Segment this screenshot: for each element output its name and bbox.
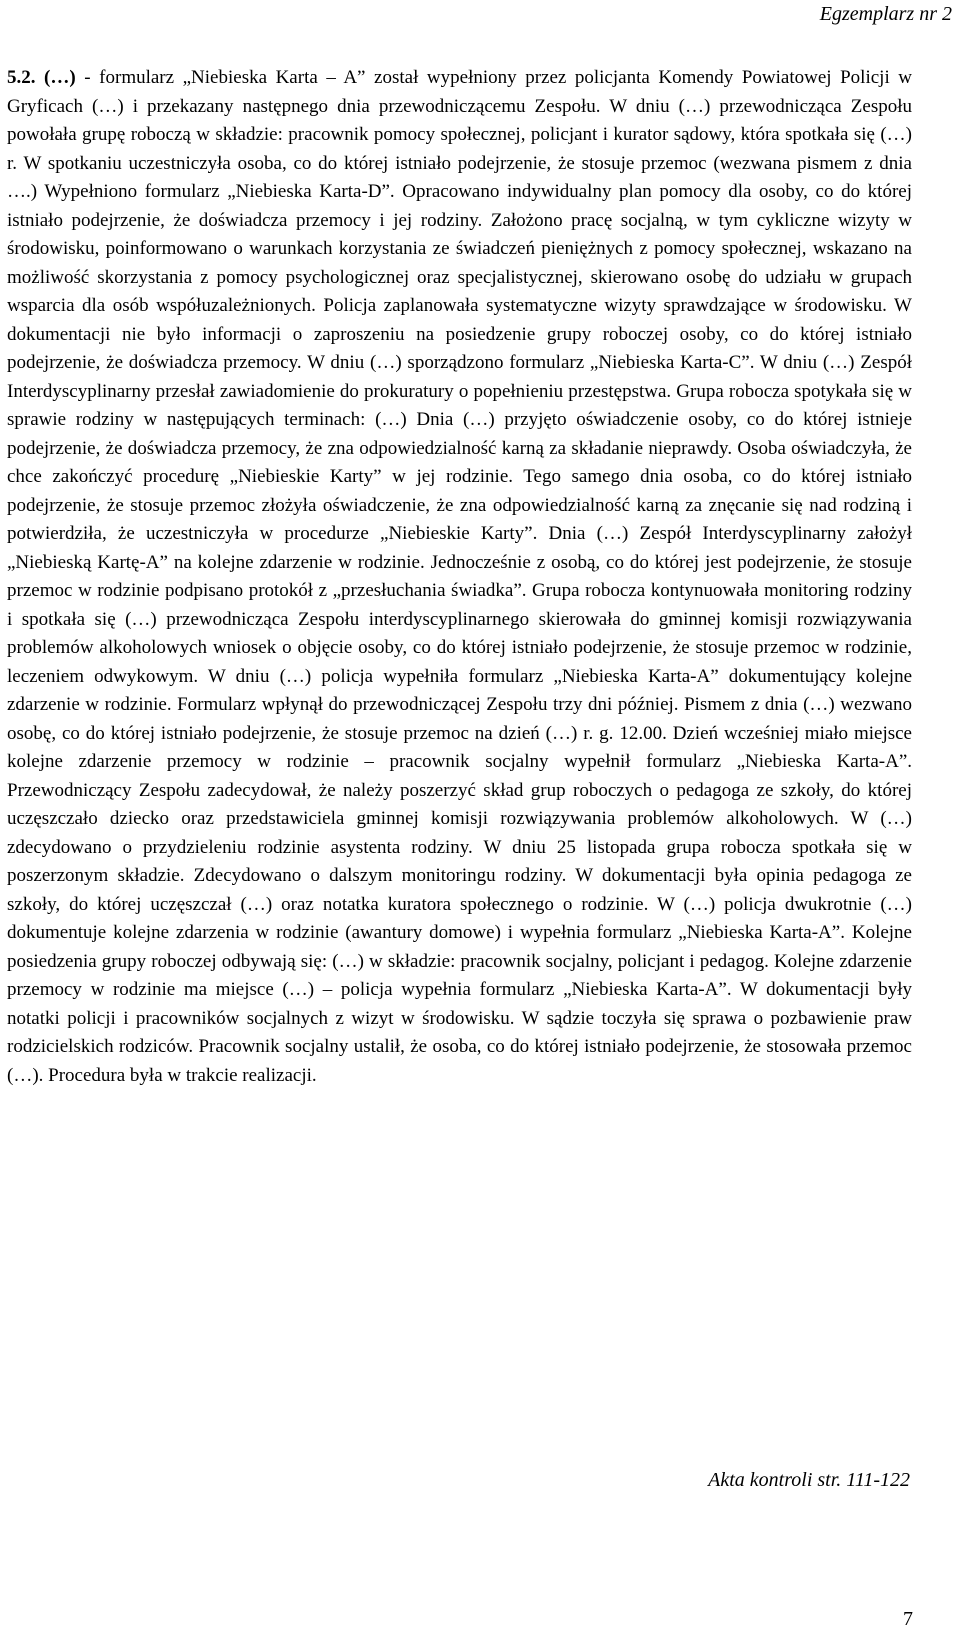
section-text: - formularz „Niebieska Karta – A” został wypełniony przez policjanta Komendy Powiatowej Policji w Gryficach (…) i przekazany następnego dnia przewodniczącemu Zespołu. W dniu (…) przewodnicząca Zespołu powołała grupę roboczą w składzie: pracownik pomocy społecznej, policjant i kurator sądowy, która spotkała się (…) r. W spotkaniu uczestniczyła osoba, co do której istniało podejrzenie, że stosuje przemoc (wezwana pismem z dnia ….) Wypełniono formularz „Niebieska Karta-D”. Opracowano indywidualny plan pomocy dla osoby, co do której istniało podejrzenie, że doświadcza przemocy i jej rodziny. Założono pracę socjalną, w tym cykliczne wizyty w środowisku, poinformowano o warunkach korzystania ze świadczeń pieniężnych z pomocy społecznej, wskazano na możliwość skorzystania z pomocy psychologicznej oraz specjalistycznej, skierowano osobę do udziału w grupach wsparcia dla osób współuzależnionych. Policja zaplanowała systematyczne wizyty sprawdzające w środowisku. W dokumentacji nie było informacji o zaproszeniu na posiedzenie grupy roboczej osoby, co do której istniało podejrzenie, że doświadcza przemocy. W dniu (…) sporządzono formularz „Niebieska Karta-C”. W dniu (…) Zespół Interdyscyplinarny przesłał zawiadomienie do prokuratury o popełnieniu przestępstwa. Grupa robocza spotykała się w sprawie rodziny w następujących terminach: (…) Dnia (…) przyjęto oświadczenie osoby, co do której istnieje podejrzenie, że doświadcza przemocy, że zna odpowiedzialność karną za składanie nieprawdy. Osoba oświadczyła, że chce zakończyć procedurę „Niebieskie Karty” w jej rodzinie. Tego samego dnia osoba, co do której istniało podejrzenie, że stosuje przemoc złożyła oświadczenie, że zna odpowiedzialność karną za znęcanie się nad rodziną i potwierdziła, że uczestniczyła w procedurze „Niebieskie Karty”. Dnia (…) Zespół Interdyscyplinarny założył „Niebieską Kartę-A” na kolejne zdarzenie w rodzinie. Jednocześnie z osobą, co do której jest podejrzenie, że stosuje przemoc w rodzinie podpisano protokół z „przesłuchania świadka”. Grupa robocza kontynuowała monitoring rodziny i spotkała się (…) przewodnicząca Zespołu interdyscyplinarnego skierowała do gminnej komisji rozwiązywania problemów alkoholowych wniosek o objęcie osoby, co do której istniało podejrzenie, że stosuje przemoc w rodzinie, leczeniem odwykowym. W dniu (…) policja wypełniła formularz „Niebieska Karta-A” dokumentujący kolejne zdarzenie w rodzinie. Formularz wpłynął do przewodniczącej Zespołu trzy dni później. Pismem z dnia (…) wezwano osobę, co do której istniało podejrzenie, że stosuje przemoc na dzień (…) r. g. 12.00. Dzień wcześniej miało miejsce kolejne zdarzenie przemocy w rodzinie – pracownik socjalny wypełnił formularz „Niebieska Karta-A”. Przewodniczący Zespołu zadecydował, że należy poszerzyć skład grup roboczych o pedagoga ze szkoły, do której uczęszczało dziecko oraz przedstawiciela gminnej komisji rozwiązywania problemów alkoholowych. W (…) zdecydowano o przydzieleniu rodzinie asystenta rodziny. W dniu 25 listopada grupa robocza spotkała się w poszerzonym składzie. Zdecydowano o dalszym monitoringu rodziny. W dokumentacji była opinia pedagoga ze szkoły, do której uczęszczał (…) oraz notatka kuratora społecznego o rodzinie. W (…) policja dwukrotnie (…) dokumentuje kolejne zdarzenia w rodzinie (awantury domowe) i wypełnia formularz „Niebieska Karta-A”. Kolejne posiedzenia grupy roboczej odbywają się: (…) w składzie: pracownik socjalny, policjant i pedagog. Kolejne zdarzenie przemocy w rodzinie ma miejsce (…) – policja wypełnia formularz „Niebieska Karta-A”. W dokumentacji były notatki policji i pracowników socjalnych z wizyt w środowisku. W sądzie toczyła się sprawa o pozbawienie praw rodzicielskich rodziców. Pracownik socjalny ustalił, że osoba, co do której istniało podejrzenie, że stosowała przemoc (…). Procedura była w trakcie realizacji. <box>7 67 912 1086</box>
section-number: 5.2. (…) <box>7 67 76 88</box>
source-reference: Akta kontroli str. 111-122 <box>708 1469 910 1491</box>
copy-number-header: Egzemplarz nr 2 <box>819 3 952 25</box>
section-paragraph <box>7 64 912 1090</box>
page-number: 7 <box>903 1608 913 1630</box>
